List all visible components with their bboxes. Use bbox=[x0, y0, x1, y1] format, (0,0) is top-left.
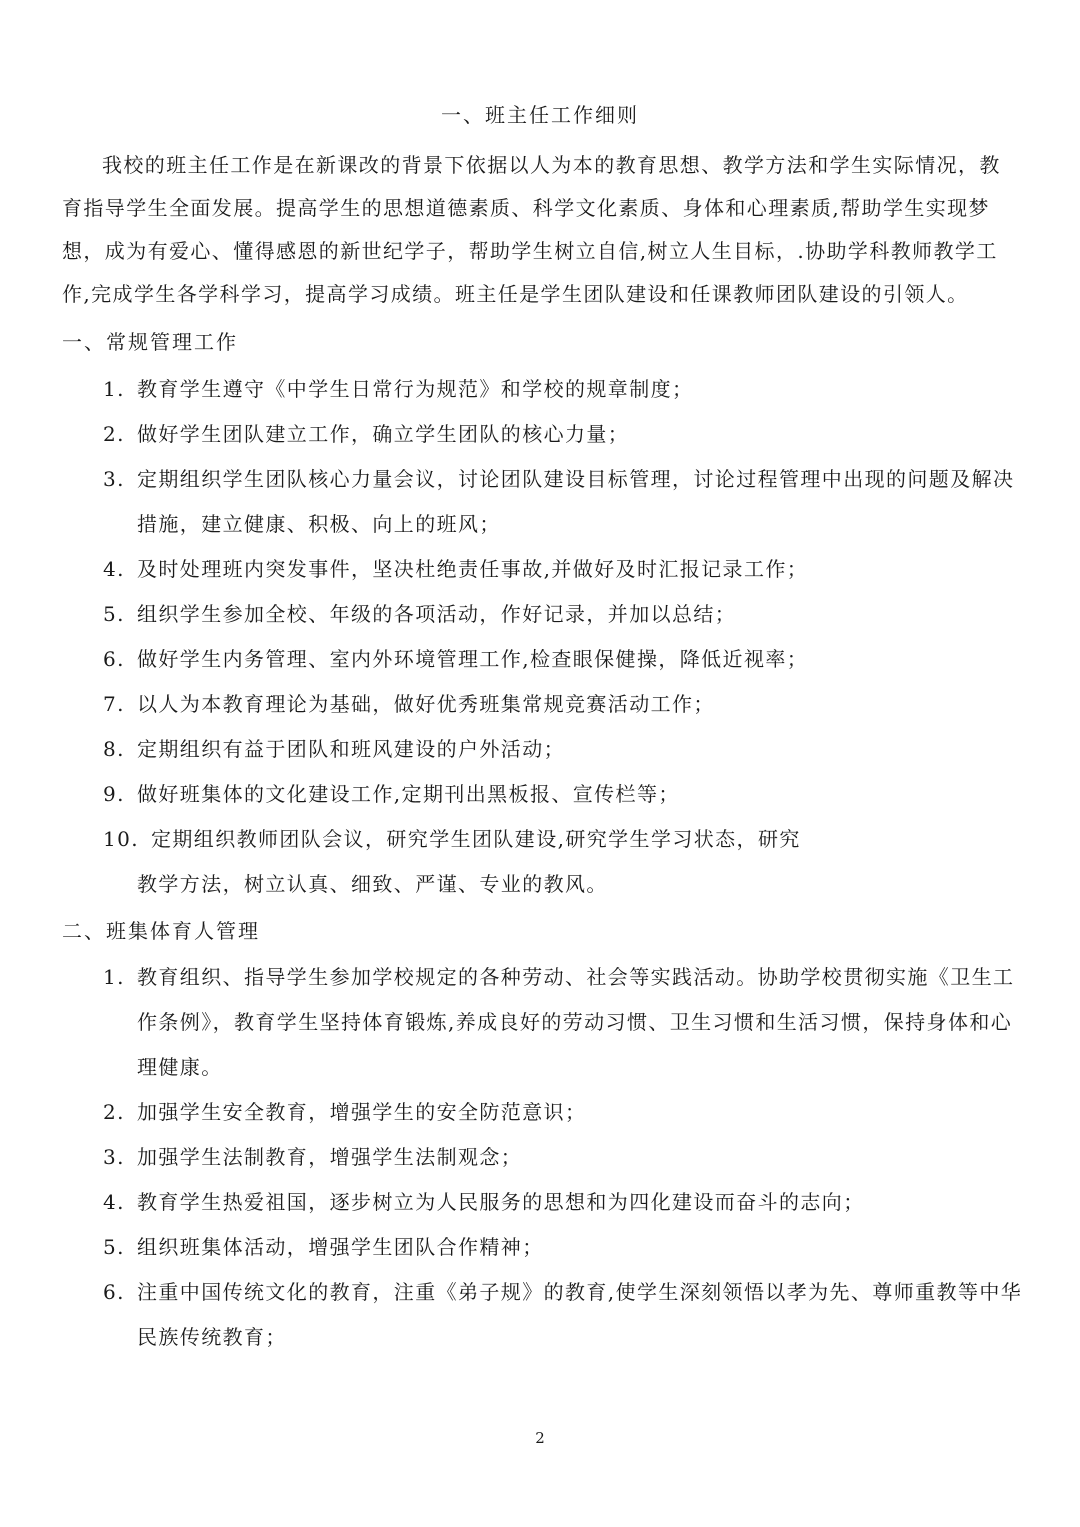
list-item bbox=[103, 547, 1023, 592]
item-number: 5. bbox=[103, 1235, 125, 1259]
list-item bbox=[103, 1180, 1023, 1225]
item-text-continuation: 教学方法，树立认真、细致、严谨、专业的教风。 bbox=[137, 872, 608, 896]
list-item bbox=[103, 367, 1023, 412]
list-item bbox=[103, 955, 1023, 1090]
item-number: 9. bbox=[103, 782, 125, 806]
item-text: 组织班集体活动，增强学生团队合作精神； bbox=[137, 1235, 544, 1259]
list-item bbox=[103, 1090, 1023, 1135]
item-text: 教育组织、指导学生参加学校规定的各种劳动、社会等实践活动。协助学校贯彻实施《卫生工作条例》，教育学生坚持体育锻炼,养成良好的劳动习惯、卫生习惯和生活习惯，保持身体和心理健康。 bbox=[137, 965, 1015, 1079]
item-number: 4. bbox=[103, 557, 125, 581]
item-number: 8. bbox=[103, 737, 125, 761]
item-text: 及时处理班内突发事件，坚决杜绝责任事故,并做好及时汇报记录工作； bbox=[137, 557, 809, 581]
item-text: 做好学生团队建立工作，确立学生团队的核心力量； bbox=[137, 422, 630, 446]
routine-management-list bbox=[103, 367, 1023, 907]
item-text: 做好班集体的文化建设工作,定期刊出黑板报、宣传栏等； bbox=[137, 782, 680, 806]
item-number: 6. bbox=[103, 1280, 125, 1304]
list-item bbox=[103, 1225, 1023, 1270]
list-item bbox=[103, 592, 1023, 637]
item-text: 教育学生热爱祖国，逐步树立为人民服务的思想和为四化建设而奋斗的志向； bbox=[137, 1190, 865, 1214]
list-item bbox=[103, 412, 1023, 457]
item-number: 6. bbox=[103, 647, 125, 671]
item-text: 以人为本教育理论为基础，做好优秀班集常规竞赛活动工作； bbox=[137, 692, 715, 716]
item-text: 组织学生参加全校、年级的各项活动，作好记录，并加以总结； bbox=[137, 602, 737, 626]
list-item bbox=[103, 1135, 1023, 1180]
item-number: 3. bbox=[103, 467, 125, 491]
item-number: 2. bbox=[103, 1100, 125, 1124]
item-number: 5. bbox=[103, 602, 125, 626]
section-heading-class-education: 二、班集体育人管理 bbox=[62, 919, 260, 943]
item-number: 1. bbox=[103, 965, 125, 989]
item-text: 教育学生遵守《中学生日常行为规范》和学校的规章制度； bbox=[137, 377, 694, 401]
list-item bbox=[103, 817, 1023, 907]
list-item bbox=[103, 727, 1023, 772]
list-item bbox=[103, 682, 1023, 727]
intro-paragraph: 我校的班主任工作是在新课改的背景下依据以人为本的教育思想、教学方法和学生实际情况，教育指导学生全面发展。提高学生的思想道德素质、科学文化素质、身体和心理素质,帮助学生实现梦想，成为有爱心、懂得感恩的新世纪学子，帮助学生树立自信,树立人生目标，.协助学科教师教学工作,完成学生各学科学习，提高学习成绩。班主任是学生团队建设和任课教师团队建设的引领人。 bbox=[62, 153, 1001, 306]
item-number: 1. bbox=[103, 377, 125, 401]
item-text: 定期组织有益于团队和班风建设的户外活动； bbox=[137, 737, 565, 761]
list-item bbox=[103, 772, 1023, 817]
item-text: 定期组织教师团队会议，研究学生团队建设,研究学生学习状态，研究 bbox=[151, 827, 801, 851]
page-number: 2 bbox=[535, 1429, 545, 1447]
list-item bbox=[103, 457, 1023, 547]
item-number: 10. bbox=[103, 827, 140, 851]
item-text: 做好学生内务管理、室内外环境管理工作,检查眼保健操，降低近视率； bbox=[137, 647, 809, 671]
item-text: 加强学生法制教育，增强学生法制观念； bbox=[137, 1145, 523, 1169]
item-text: 定期组织学生团队核心力量会议，讨论团队建设目标管理，讨论过程管理中出现的问题及解决措施，建立健康、积极、向上的班风； bbox=[137, 467, 1015, 536]
list-item bbox=[103, 1270, 1023, 1360]
item-text: 注重中国传统文化的教育，注重《弟子规》的教育,使学生深刻领悟以孝为先、尊师重教等中华民族传统教育； bbox=[137, 1280, 1023, 1349]
section-heading-routine-management: 一、常规管理工作 bbox=[62, 330, 238, 354]
document-title: 一、班主任工作细则 bbox=[441, 103, 639, 127]
item-text: 加强学生安全教育，增强学生的安全防范意识； bbox=[137, 1100, 587, 1124]
item-number: 7. bbox=[103, 692, 125, 716]
item-number: 3. bbox=[103, 1145, 125, 1169]
item-number: 4. bbox=[103, 1190, 125, 1214]
list-item bbox=[103, 637, 1023, 682]
class-education-list bbox=[103, 955, 1023, 1360]
item-number: 2. bbox=[103, 422, 125, 446]
